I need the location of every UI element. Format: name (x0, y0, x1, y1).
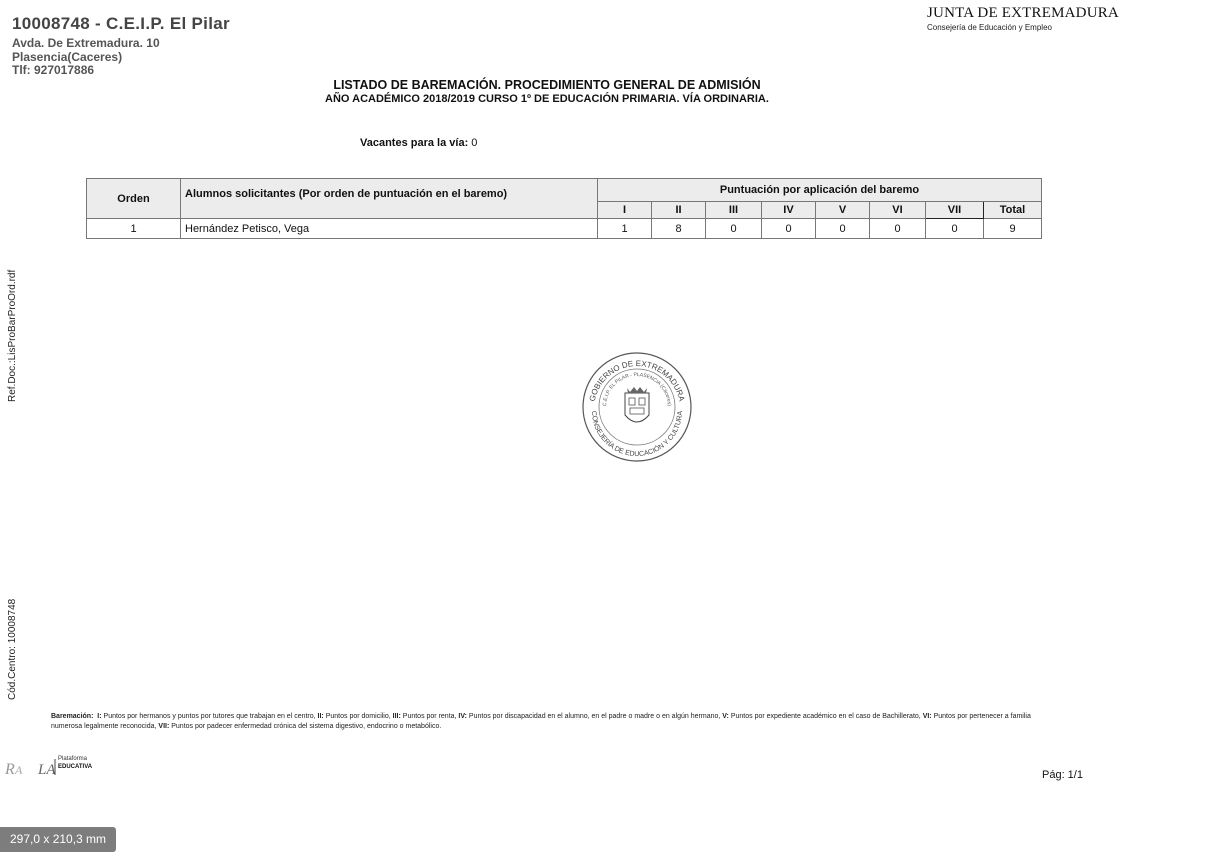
header-alumnos: Alumnos solicitantes (Por orden de puntuación en el baremo) (181, 179, 598, 219)
legend-text: Puntos por padecer enfermedad crónica del sistema digestivo, endocrino o metabólico. (169, 722, 442, 730)
legend-label: Baremación: (51, 713, 94, 720)
header-orden: Orden (87, 179, 181, 219)
logo-big-text: EDUCATIVA (58, 764, 93, 770)
rayuela-logo (5, 756, 95, 778)
side-cod-centro: Cód.Centro: 10008748 (7, 598, 18, 700)
header-col-ii: II (652, 202, 706, 219)
row-score-vi: 0 (870, 219, 926, 239)
row-score-ii: 8 (652, 219, 706, 239)
stamp-bottom-text: CONSEJERÍA DE EDUCACIÓN Y CULTURA (589, 410, 685, 459)
stamp-top-text: GOBIERNO DE EXTREMADURA (587, 358, 687, 403)
header-col-vi: VI (870, 202, 926, 219)
vacantes-line (360, 137, 477, 149)
row-score-iii: 0 (706, 219, 762, 239)
page-dimensions-badge: 297,0 x 210,3 mm (0, 827, 116, 852)
header-col-i: I (598, 202, 652, 219)
legend-text: Puntos por hermanos y puntos por tutores que trabajan en el centro, (101, 713, 318, 720)
vacantes-value: 0 (471, 137, 478, 149)
row-student-name: Hernández Petisco, Vega (181, 219, 598, 239)
svg-text:LA: LA (38, 762, 56, 778)
legend-key: I: (97, 713, 102, 720)
stamp-middle-text: C.E.I.P. EL PILAR - PLASENCIA (Cáceres) (601, 371, 672, 407)
legend-text: Puntos por pertenecer a familia numerosa legalmente reconocida, (51, 713, 1031, 730)
header-col-v: V (816, 202, 870, 219)
school-phone: Tlf: 927017886 (12, 63, 95, 77)
header-col-iv: IV (762, 202, 816, 219)
header-col-total: Total (984, 202, 1042, 219)
svg-text:CONSEJERÍA DE EDUCACIÓN Y CULT (590, 410, 684, 458)
junta-department: Consejería de Educación y Empleo (927, 23, 1052, 32)
legend-key: VII: (158, 722, 170, 730)
legend-key: II: (317, 713, 324, 720)
row-orden: 1 (87, 219, 181, 239)
row-score-vii: 0 (926, 219, 984, 239)
coat-of-arms-icon (625, 387, 649, 422)
legend-text: Puntos por expediente académico en el caso de Bachillerato, (728, 713, 923, 720)
row-score-v: 0 (816, 219, 870, 239)
legend-key: VI: (922, 713, 932, 720)
legend-text: Puntos por renta, (400, 713, 459, 720)
legend-text: Puntos por domicilio, (323, 713, 393, 720)
legend-key: IV: (458, 713, 467, 720)
document-title: LISTADO DE BAREMACIÓN. PROCEDIMIENTO GENERAL DE ADMISIÓN (333, 78, 761, 92)
svg-text:C.E.I.P. EL PILAR - PLASENCIA (602, 372, 672, 407)
legend-key: III: (392, 713, 401, 720)
svg-text:R: R (5, 761, 15, 778)
baremacion-legend (51, 712, 1041, 731)
side-ref-doc: Ref.Doc.:LisProBarProOrd.rdf (7, 269, 18, 402)
school-address: Avda. De Extremadura. 10 (12, 36, 160, 50)
legend-text: Puntos por discapacidad en el alumno, en el padre o madre o en algún hermano, (466, 713, 723, 720)
row-score-iv: 0 (762, 219, 816, 239)
school-city: Plasencia(Caceres) (12, 50, 123, 64)
header-col-vii: VII (926, 202, 984, 219)
legend-key: V: (722, 713, 729, 720)
logo-small-text: Plataforma (58, 756, 88, 762)
official-stamp (580, 351, 694, 463)
vacantes-label: Vacantes para la vía: (360, 137, 469, 149)
header-col-iii: III (706, 202, 762, 219)
junta-name: JUNTA DE EXTREMADURA (927, 5, 1119, 21)
baremacion-table (86, 178, 1042, 239)
document-subtitle: AÑO ACADÉMICO 2018/2019 CURSO 1º DE EDUCACIÓN PRIMARIA. VÍA ORDINARIA. (325, 93, 769, 105)
table-row (87, 219, 1042, 239)
header-puntuacion: Puntuación por aplicación del baremo (598, 179, 1042, 202)
row-score-total: 9 (984, 219, 1042, 239)
page-number: Pág: 1/1 (1042, 769, 1083, 781)
row-score-i: 1 (598, 219, 652, 239)
svg-text:A: A (15, 763, 23, 777)
school-code-name: 10008748 - C.E.I.P. El Pilar (12, 14, 230, 33)
